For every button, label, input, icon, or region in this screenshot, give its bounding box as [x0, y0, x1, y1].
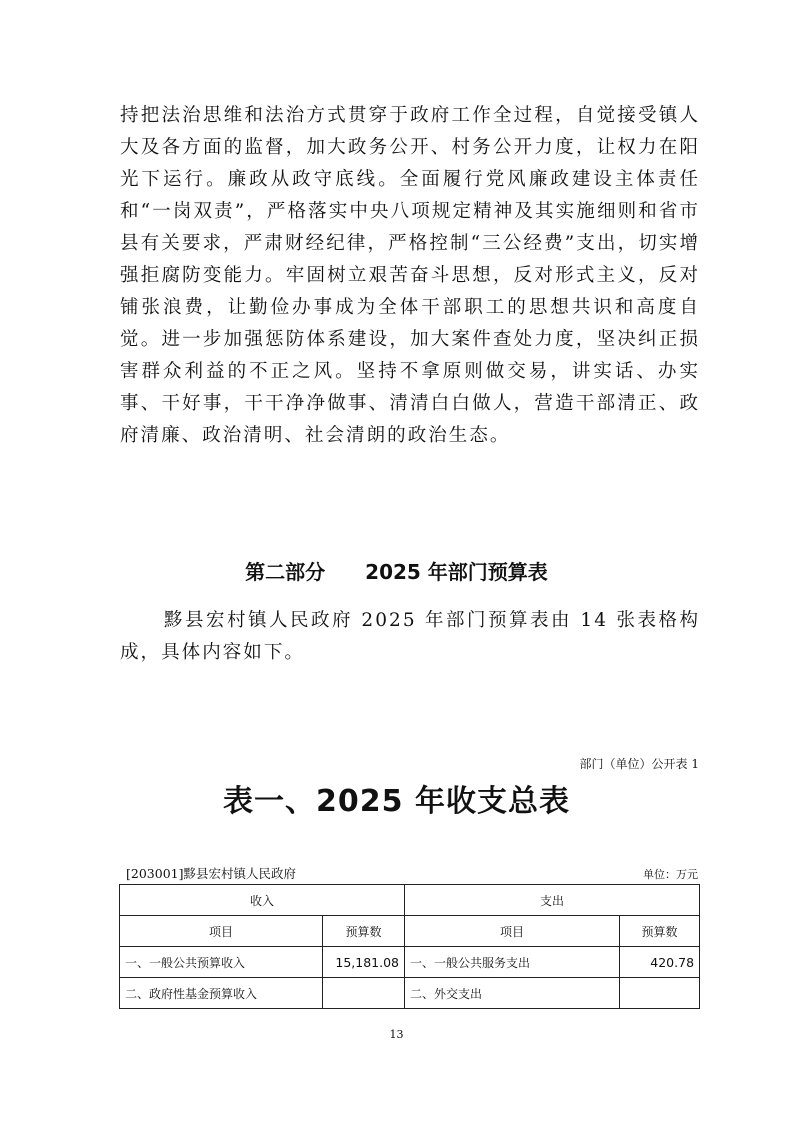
table-reference: 部门（单位）公开表 1: [579, 757, 699, 771]
body-paragraph-1: 持把法治思维和法治方式贯穿于政府工作全过程，自觉接受镇人大及各方面的监督，加大政务公开、村务公开力度，让权力在阳光下运行。廉政从政守底线。全面履行党风廉政建设主体责任和“一岗双责”，严格落实中央八项规定精神及其实施细则和省市县有关要求，严肃财经纪律，严格控制“三公经费”支出，切实增强拒腐防变能力。牢固树立艰苦奋斗思想，反对形式主义，反对铺张浪费，让勤俭办事成为全体干部职工的思想共识和高度自觉。进一步加强惩防体系建设，加大案件查处力度，坚决纠正损害群众利益的不正之风。坚持不拿原则做交易，讲实话、办实事、干好事，干干净净做事、清清白白做人，营造干部清正、政府清廉、政治清明、社会清朗的政治生态。: [120, 105, 700, 446]
expense-header: 支出: [405, 885, 700, 916]
expense-item: 一、一般公共服务支出: [405, 947, 620, 978]
expense-item: 二、外交支出: [405, 978, 620, 1009]
page-number: 13: [389, 1028, 404, 1041]
body-paragraph-2: 黟县宏村镇人民政府 2025 年部门预算表由 14 张表格构成，具体内容如下。: [120, 610, 700, 663]
section-title: 2025 年部门预算表: [365, 560, 548, 584]
expense-value: [620, 978, 700, 1009]
expense-item-header: 项目: [405, 916, 620, 947]
table-header-row: [120, 885, 700, 916]
income-item: 二、政府性基金预算收入: [120, 978, 323, 1009]
table-row: [120, 978, 700, 1009]
unit-label: 单位：万元: [643, 868, 698, 881]
income-item-header: 项目: [120, 916, 323, 947]
expense-budget-header: 预算数: [620, 916, 700, 947]
budget-summary-table: [119, 884, 700, 1009]
table-title: 表一、2025 年收支总表: [223, 784, 570, 819]
section-label: 第二部分: [245, 560, 326, 584]
expense-value: 420.78: [620, 947, 700, 978]
table-subheader-row: [120, 916, 700, 947]
unit-name: [203001]黟县宏村镇人民政府: [126, 866, 296, 881]
income-value: [323, 978, 405, 1009]
income-header: 收入: [120, 885, 405, 916]
section-heading: [0, 558, 793, 586]
table-row: [120, 947, 700, 978]
income-value: 15,181.08: [323, 947, 405, 978]
income-budget-header: 预算数: [323, 916, 405, 947]
income-item: 一、一般公共预算收入: [120, 947, 323, 978]
